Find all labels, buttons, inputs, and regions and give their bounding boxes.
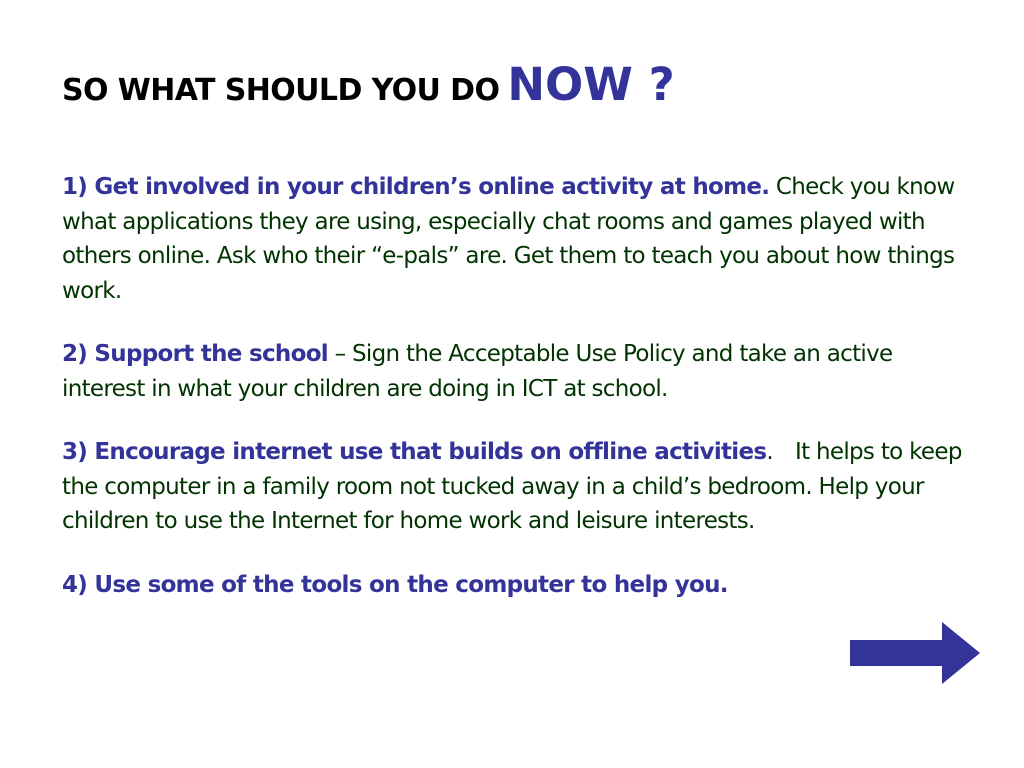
- point-3-text: It helps to keep the computer in a family room not tucked away in a child’s bedroom. Help your children to use the Internet for home work and leisure interests.: [62, 439, 962, 534]
- arrow-shape: [850, 622, 980, 684]
- point-3-heading: 3) Encourage internet use that builds on offline activities: [62, 439, 767, 465]
- right-arrow-icon: [850, 622, 980, 684]
- point-1-text: Check you know what applications they are using, especially chat rooms and games played with others online. Ask who their “e-pals” are. Get them to teach you about how things work.: [62, 174, 955, 304]
- slide-title: [62, 58, 675, 111]
- point-3-heading-suffix: .: [766, 439, 773, 465]
- next-arrow-button[interactable]: [850, 622, 980, 684]
- point-3: [62, 435, 962, 539]
- title-accent-now: NOW ?: [507, 58, 675, 111]
- point-4: [62, 568, 962, 603]
- point-2: [62, 337, 962, 406]
- point-2-heading: 2) Support the school: [62, 341, 328, 367]
- point-1-heading: 1) Get involved in your children’s online activity at home.: [62, 174, 770, 200]
- point-4-heading: 4) Use some of the tools on the computer to help you.: [62, 571, 728, 598]
- title-main: SO WHAT SHOULD YOU DO: [62, 73, 500, 108]
- point-2-text: – Sign the Acceptable Use Policy and take an active interest in what your children are doing in ICT at school.: [62, 341, 893, 402]
- point-1: [62, 170, 962, 308]
- slide-body: [62, 170, 962, 631]
